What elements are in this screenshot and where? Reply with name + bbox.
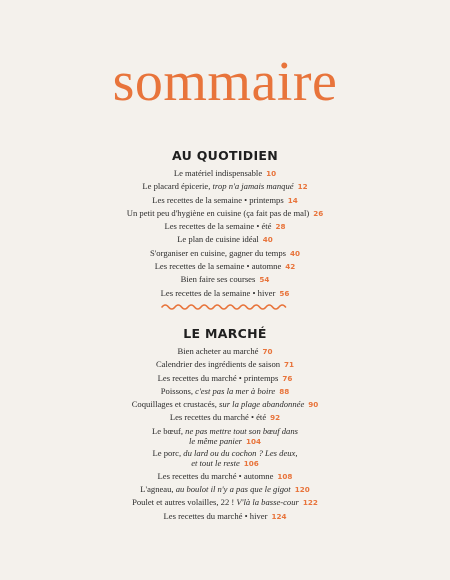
toc-entry[interactable] — [0, 510, 450, 523]
entry-title: Le porc, — [152, 447, 184, 458]
entry-title: Poissons, — [160, 385, 196, 396]
entry-page-number: 10 — [266, 169, 277, 178]
entry-subtitle: trop n'a jamais manqué — [212, 181, 294, 192]
entry-page-number: 28 — [275, 222, 286, 232]
toc-entry[interactable] — [0, 496, 450, 509]
entry-subtitle: ne pas mettre tout son bœuf dans — [185, 425, 298, 436]
toc-list — [0, 167, 450, 300]
entry-page-number: 70 — [262, 347, 273, 356]
section-heading: LE MARCHÉ — [183, 326, 267, 341]
toc-entry[interactable] — [0, 483, 450, 496]
entry-page-number: 42 — [285, 262, 296, 272]
entry-title: Les recettes du marché • automne — [157, 470, 274, 481]
entry-subtitle-continued: le même panier — [189, 435, 242, 446]
toc-entry[interactable] — [0, 385, 450, 398]
section-heading: AU QUOTIDIEN — [172, 148, 278, 163]
toc-entry[interactable] — [0, 167, 450, 180]
toc-entry[interactable] — [0, 273, 450, 286]
entry-title: Bien faire ses courses — [180, 274, 256, 285]
entry-subtitle: sur la plage abandonnée — [219, 399, 305, 410]
entry-title: Calendrier des ingrédients de saison — [155, 359, 281, 370]
entry-page-number: 120 — [294, 485, 310, 495]
entry-title: Les recettes du marché • hiver — [163, 510, 268, 521]
toc-entry[interactable] — [0, 358, 450, 371]
entry-page-number: 124 — [271, 511, 287, 521]
entry-title: S'organiser en cuisine, gagner du temps — [149, 247, 286, 258]
entry-page-number: 12 — [297, 182, 308, 192]
toc-entry[interactable] — [0, 448, 450, 469]
toc-entry[interactable] — [0, 411, 450, 424]
entry-subtitle: au boulot il n'y a pas que le gigot — [175, 484, 291, 495]
entry-title: Bien acheter au marché — [177, 346, 259, 356]
section-au-quotidien — [0, 148, 450, 300]
entry-page-number: 40 — [262, 235, 273, 245]
entry-title: Poulet et autres volailles, 22 ! — [132, 497, 237, 508]
entry-page-number: 122 — [302, 498, 318, 508]
entry-title: Les recettes de la semaine • printemps — [152, 194, 284, 205]
entry-title: Le bœuf, — [151, 425, 186, 436]
entry-title: Coquillages et crustacés, — [131, 399, 220, 410]
entry-page-number: 54 — [259, 275, 270, 285]
toc-entry[interactable] — [0, 233, 450, 246]
toc-list — [0, 345, 450, 523]
toc-entry[interactable] — [0, 426, 450, 447]
entry-page-number: 106 — [243, 458, 259, 468]
entry-title: Les recettes de la semaine • automne — [154, 261, 282, 272]
entry-page-number: 92 — [270, 413, 281, 423]
entry-title: Les recettes du marché • printemps — [157, 372, 279, 383]
wavy-divider — [160, 301, 290, 311]
entry-page-number: 14 — [287, 195, 298, 205]
entry-title: Le matériel indispensable — [173, 168, 263, 178]
toc-entry[interactable] — [0, 207, 450, 220]
section-le-marche — [0, 326, 450, 523]
toc-entry[interactable] — [0, 220, 450, 233]
entry-page-number: 88 — [279, 386, 290, 396]
entry-page-number: 76 — [282, 373, 293, 383]
toc-entry[interactable] — [0, 180, 450, 193]
entry-page-number: 104 — [245, 436, 261, 446]
toc-entry[interactable] — [0, 345, 450, 358]
entry-title: Les recettes du marché • été — [169, 412, 267, 423]
toc-entry[interactable] — [0, 194, 450, 207]
toc-entry[interactable] — [0, 470, 450, 483]
entry-title: Les recettes de la semaine • été — [164, 221, 272, 232]
entry-title: Un petit peu d'hygiène en cuisine (ça fait pas de mal) — [126, 207, 310, 218]
entry-subtitle: c'est pas la mer à boire — [195, 385, 276, 396]
toc-entry[interactable] — [0, 398, 450, 411]
entry-title: Le plan de cuisine idéal — [177, 234, 259, 245]
entry-title: Le placard épicerie, — [142, 181, 213, 192]
page-title: sommaire — [112, 51, 338, 113]
entry-subtitle: du lard ou du cochon ? Les deux, — [183, 447, 298, 458]
entry-page-number: 90 — [308, 400, 319, 410]
entry-page-number: 71 — [284, 360, 295, 370]
entry-page-number: 56 — [279, 288, 290, 298]
entry-page-number: 40 — [289, 248, 300, 258]
toc-entry[interactable] — [0, 372, 450, 385]
entry-title: L'agneau, — [140, 484, 176, 495]
entry-title: Les recettes de la semaine • hiver — [160, 287, 276, 298]
entry-page-number: 108 — [277, 471, 293, 481]
toc-entry[interactable] — [0, 260, 450, 273]
toc-entry[interactable] — [0, 287, 450, 300]
entry-subtitle: V'là la basse-cour — [236, 497, 299, 508]
entry-subtitle-continued: et tout le reste — [191, 457, 240, 468]
entry-page-number: 26 — [313, 208, 324, 218]
toc-entry[interactable] — [0, 247, 450, 260]
